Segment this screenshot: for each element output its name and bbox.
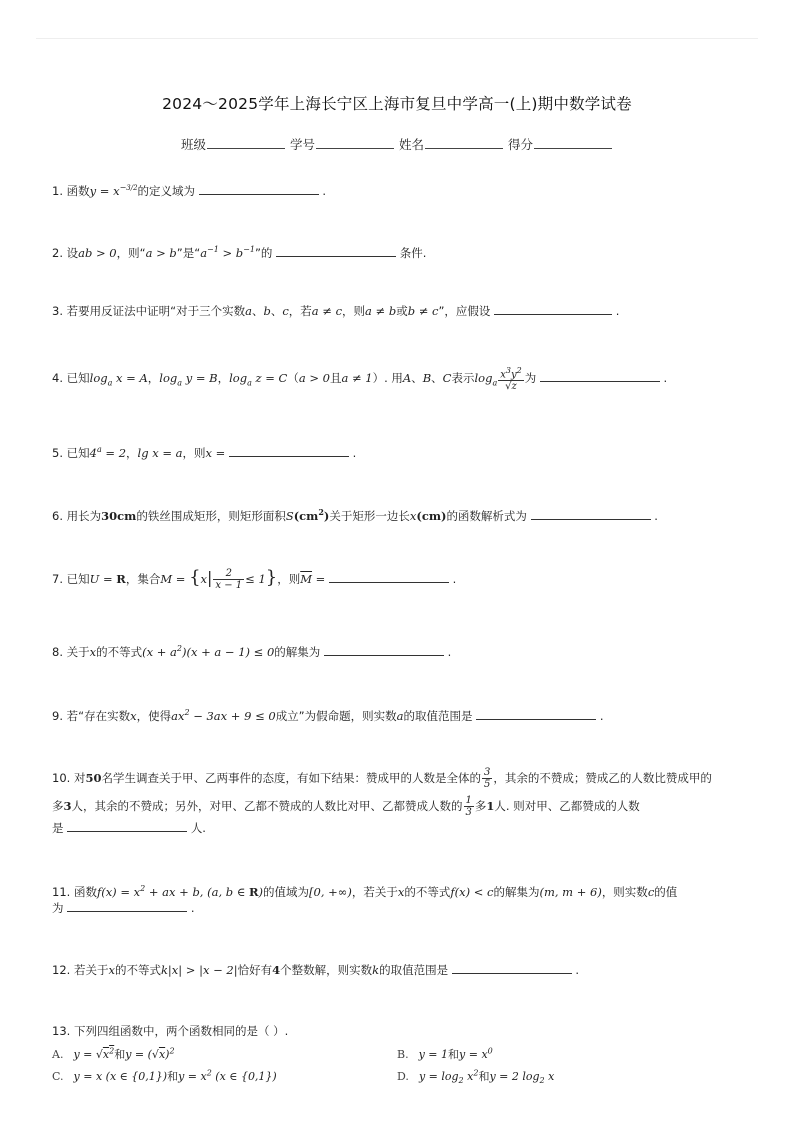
fraction: $\frac{3}{5}$ bbox=[483, 767, 491, 790]
answer-blank[interactable] bbox=[540, 369, 660, 382]
answer-blank[interactable] bbox=[67, 899, 187, 912]
fraction: $\frac{2}{x - 1}$ bbox=[215, 568, 243, 591]
answer-blank[interactable] bbox=[276, 244, 396, 257]
option-b[interactable]: B. y = 1和$y = x^0$ bbox=[397, 1046, 493, 1061]
question-2: 2. 设ab > 0，则“a > b”是“$a^{-1} > b^{-1}$”的 条件. bbox=[52, 245, 427, 260]
exam-title: 2024～2025学年上海长宁区上海市复旦中学高一(上)期中数学试卷 bbox=[162, 95, 632, 113]
student-id-field[interactable] bbox=[316, 136, 394, 149]
math-expr: $y = x^{-3/2}$ bbox=[89, 183, 138, 198]
student-id-label: 学号 bbox=[289, 137, 315, 152]
fraction: $\frac{x^3y^2}{√z}$ bbox=[500, 366, 522, 393]
question-9: 9. 若“存在实数x，使得$ax^2 - 3ax + 9 \le 0$成立”为假命题，则实数a的取值范围是 . bbox=[52, 708, 604, 723]
option-c[interactable]: C. y = x (x ∈ {0,1})和$y = x^2$ (x ∈ {0,1}) bbox=[52, 1068, 277, 1083]
math-expr: ab > 0 bbox=[78, 245, 117, 260]
question-7: 7. 已知U = R，集合M = {x| $\frac{2}{x - 1}$ ≤ 1}，则$\overline{M}$ = . bbox=[52, 567, 457, 591]
answer-blank[interactable] bbox=[531, 507, 651, 520]
score-label: 得分 bbox=[507, 137, 533, 152]
question-4: 4. 已知$\log_a x = A$，$\log_a y = B$，$\log_a z = C(a > 0$且a ≠ 1）. 用A、B、C表示$\log_a$ $\frac{x^3y^2}{√z}$ 为 . bbox=[52, 366, 668, 393]
math-expr: $a^{-1} > b^{-1}$ bbox=[200, 245, 255, 260]
question-10-line-2: 多3人，其余的不赞成；另外，对甲、乙都不赞成的人数比对甲、乙都赞成人数的 $\frac{1}{3}$ 多1人. 则对甲、乙都赞成的人数 bbox=[52, 795, 640, 818]
option-d[interactable]: D. $y = \log_2 x^2$和y = 2 $\log_2 x$ bbox=[397, 1068, 555, 1086]
answer-blank[interactable] bbox=[329, 570, 449, 583]
question-3: 3. 若要用反证法中证明“对于三个实数a、b、c，若a ≠ c，则a ≠ b或b ≠ c”，应假设 . bbox=[52, 304, 620, 318]
score-field[interactable] bbox=[534, 136, 612, 149]
answer-blank[interactable] bbox=[324, 643, 444, 656]
question-10-line-1: 10. 对50名学生调查关于甲、乙两事件的态度，有如下结果：赞成甲的人数是全体的 $\frac{3}{5}$ ，其余的不赞成；赞成乙的人数比赞成甲的 bbox=[52, 767, 712, 790]
question-13: 13. 下列四组函数中，两个函数相同的是（ ）. bbox=[52, 1024, 289, 1038]
answer-blank[interactable] bbox=[452, 961, 572, 974]
answer-blank[interactable] bbox=[67, 819, 187, 832]
name-label: 姓名 bbox=[398, 137, 424, 152]
question-10-line-3: 是 人. bbox=[52, 821, 206, 835]
question-11-line-2: 为 . bbox=[52, 901, 195, 915]
math-expr: a > b bbox=[145, 245, 177, 260]
class-field[interactable] bbox=[207, 136, 285, 149]
answer-blank[interactable] bbox=[229, 444, 349, 457]
question-6: 6. 用长为30cm的铁丝围成矩形，则矩形面积$S(cm^2)$关于矩形一边长x(cm)的函数解析式为 . bbox=[52, 507, 658, 523]
fraction: $\frac{1}{3}$ bbox=[465, 795, 472, 818]
option-a[interactable]: A. $y = √x^2$和$y = (√x)^2$ bbox=[52, 1046, 175, 1061]
question-12: 12. 若关于x的不等式k|x| > |x − 2|恰好有4个整数解，则实数k的取值范围是 . bbox=[52, 963, 580, 977]
question-5: 5. 已知$4^a = 2$，lg x = a，则x = . bbox=[52, 445, 357, 460]
class-label: 班级 bbox=[180, 137, 206, 152]
name-field[interactable] bbox=[425, 136, 503, 149]
question-11-line-1: 11. 函数$f(x) = x^2$ + ax + b, (a, b ∈ R)的值域为[0, +∞)，若关于x的不等式f(x) < c的解集为(m, m + 6)，则实数c的值 bbox=[52, 884, 678, 899]
answer-blank[interactable] bbox=[476, 707, 596, 720]
student-info-line bbox=[0, 135, 794, 153]
question-8: 8. 关于x的不等式$(x + a^2)(x + a - 1) \le 0$的解集为 . bbox=[52, 644, 452, 659]
answer-blank[interactable] bbox=[494, 302, 612, 315]
answer-blank[interactable] bbox=[199, 182, 319, 195]
header-divider bbox=[36, 38, 758, 39]
question-1: 1. 函数$y = x^{-3/2}$的定义域为 . bbox=[52, 183, 327, 198]
